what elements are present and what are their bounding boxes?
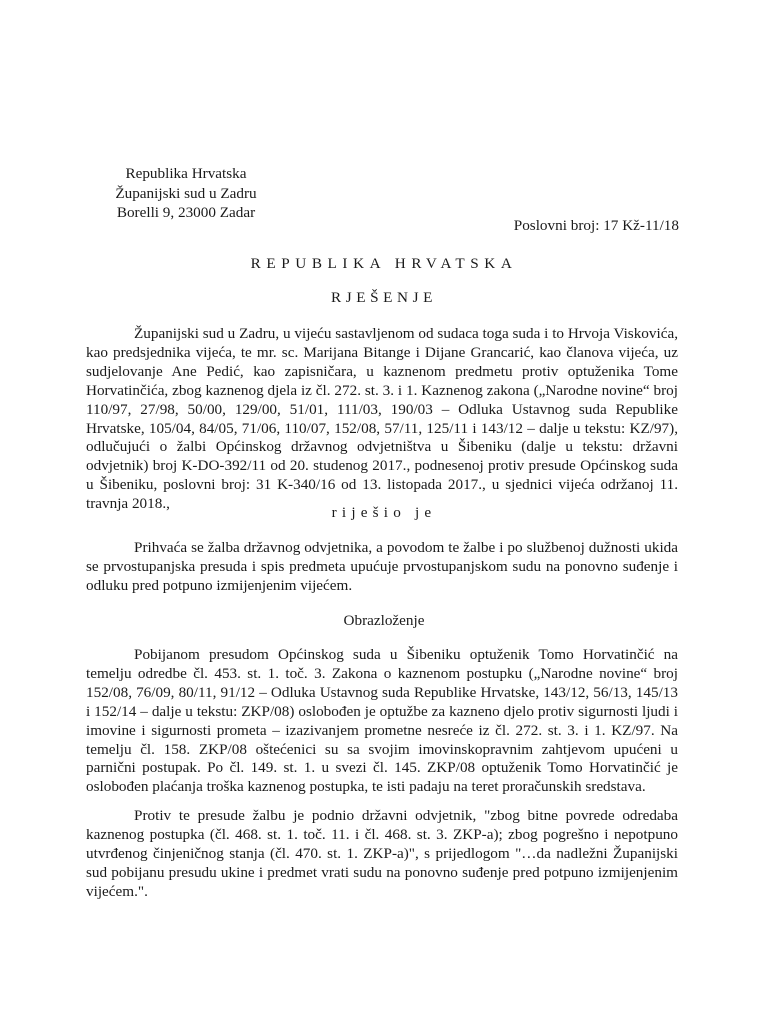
title-decision: RJEŠENJE (331, 289, 437, 306)
title-resolved: riješio je (331, 504, 437, 521)
court-header (96, 164, 276, 223)
header-country: Republika Hrvatska (125, 165, 247, 182)
header-address: Borelli 9, 23000 Zadar (116, 204, 256, 221)
paragraph-reasoning-1: Pobijanom presudom Općinskog suda u Šibeniku optuženik Tomo Horvatinčić na temelju odredbe čl. 453. st. 1. toč. 3. Zakona o kaznenom postupku („Narodne novine“ broj 152/08, 76/09, 80/11, 91/12 – Odluka Ustavnog suda Republike Hrvatske, 143/12, 56/13, 145/13 i 152/14 – dalje u tekstu: ZKP/08) oslobođen je optužbe za kazneno djelo protiv sigurnosti ljudi i imovine i sigurnosti prometa – izazivanjem prometne nesreće iz čl. 272. st. 3. i 1. KZ/97. Na temelju čl. 158. ZKP/08 oštećenici su sa svojim imovinskopravnim zahtjevom upućeni u parnični postupak. Po čl. 149. st. 1. u svezi čl. 145. ZKP/08 optuženik Tomo Horvatinčić je oslobođen plaćanja troška kaznenog postupka, te isti padaju na teret proračunskih sredstava. (86, 646, 678, 796)
paragraph-ruling: Prihvaća se žalba državnog odvjetnika, a povodom te žalbe i po službenoj dužnosti ukida se prvostupanjska presuda i spis predmeta upućuje prvostupanjskom sudu na ponovno suđenje i odluku pred potpuno izmijenjenim vijećem. (86, 539, 678, 594)
paragraph-intro: Županijski sud u Zadru, u vijeću sastavljenom od sudaca toga suda i to Hrvoja Viskovića, kao predsjednika vijeća, te mr. sc. Marijana Bitange i Dijane Grancarić, kao članova vijeća, uz sudjelovanje Ane Pedić, kao zapisničara, u kaznenom predmetu protiv optuženika Tome Horvatinčića, zbog kaznenog djela iz čl. 272. st. 3. i 1. Kaznenog zakona („Narodne novine“ broj 110/97, 27/98, 50/00, 129/00, 51/01, 111/03, 190/03 – Odluka Ustavnog suda Republike Hrvatske, 105/04, 84/05, 71/06, 110/07, 152/08, 57/11, 125/11 i 143/12 – dalje u tekstu: KZ/97), odlučujući o žalbi Općinskog državnog odvjetništva u Šibeniku (dalje u tekstu: državni odvjetnik) broj K-DO-392/11 od 20. studenog 2017., podnesenoj protiv presude Općinskog suda u Šibeniku, poslovni broj: 31 K-340/16 od 13. listopada 2017., u sjednici vijeća održanoj 11. travnja 2018., (86, 325, 678, 513)
header-court: Županijski sud u Zadru (115, 184, 257, 202)
title-reasoning: Obrazloženje (343, 612, 425, 629)
paragraph-reasoning-2: Protiv te presude žalbu je podnio državni odvjetnik, "zbog bitne povrede odredaba kaznenog postupka (čl. 468. st. 1. toč. 11. i čl. 468. st. 3. ZKP-a); zbog pogrešno i nepotpuno utvrđenog činjeničnog stanja (čl. 470. st. 1. ZKP-a)", s prijedlogom "…da nadležni Županijski sud pobijanu presudu ukine i predmet vrati sudu na ponovno suđenje pred potpuno izmijenjenim vijećem.". (86, 807, 678, 900)
title-republic: REPUBLIKA HRVATSKA (250, 255, 518, 272)
case-number: Poslovni broj: 17 Kž-11/18 (513, 217, 679, 234)
